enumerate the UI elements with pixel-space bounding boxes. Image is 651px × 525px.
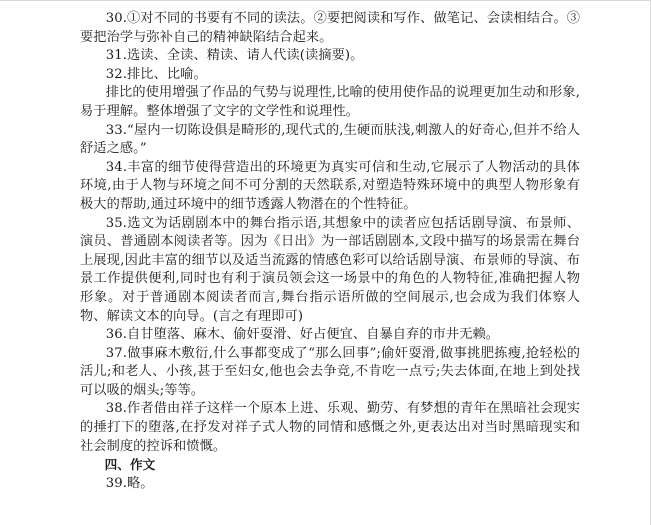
- answer-text-block: [80, 10, 580, 493]
- answer-32: 32.排比、比喻。: [105, 66, 207, 82]
- answer-39: 39.略。: [105, 475, 154, 491]
- answer-33: 33.“屋内一切陈设俱是畸形的,现代式的,生硬而肤浅,刺激人的好奇心,但并不给人舒适之感。”: [80, 122, 580, 157]
- answer-36: 36.自甘堕落、麻木、偷奸耍滑、好占便宜、自暴自弃的市井无赖。: [105, 327, 500, 343]
- answer-37: 37.做事麻木敷衍,什么事都变成了“那么回事”;偷奸耍滑,做事挑肥拣瘦,抢轻松的活儿;和老人、小孩,甚于至妇女,他也会去争竞,不肯吃一点亏;失去体面,在地上到处找可以吸的烟头;等等。: [80, 345, 580, 398]
- answer-30: 30.①对不同的书要有不同的读法。②要把阅读和写作、做笔记、会读相结合。③要把治学与弥补自己的精神缺陷结合起来。: [80, 11, 580, 45]
- answer-34: 34.丰富的细节使得营造出的环境更为真实可信和生动,它展示了人物活动的具体环境,由于人物与环境之间不可分割的天然联系,对塑造特殊环境中的典型人物形象有极大的帮助,通过环境中的细节透露人物潜在的个性特征。: [80, 159, 580, 212]
- section-heading-composition: 四、作文: [104, 457, 156, 473]
- answer-35: 35.选文为话剧剧本中的舞台指示语,其想象中的读者应包括话剧导演、布景师、演员、普通剧本阅读者等。因为《日出》为一部话剧剧本,文段中描写的场景需在舞台上展现,因此丰富的细节以及适当流露的情感色彩可以给话剧导演、布景师的导演、布景工作提供便利,同时也有利于演员领会这一场景中的角色的人物特征,准确把握人物形象。对于普通剧本阅读者而言,舞台指示语所做的空间展示,也会成为我们体察人物、解读文本的向导。(言之有理即可): [80, 215, 580, 324]
- answer-32-explanation: 排比的使用增强了作品的气势与说理性,比喻的使用使作品的说理更加生动和形象,易于理解。整体增强了文字的文学性和说理性。: [80, 85, 580, 119]
- answer-38: 38.作者借由祥子这样一个原本上进、乐观、勤劳、有梦想的青年在黑暗社会现实的捶打下的堕落,在抒发对祥子式人物的同情和感慨之外,更表达出对当时黑暗现实和社会制度的控诉和愤慨。: [80, 401, 580, 454]
- answer-31: 31.选读、全读、精读、请人代读(读摘要)。: [105, 48, 364, 64]
